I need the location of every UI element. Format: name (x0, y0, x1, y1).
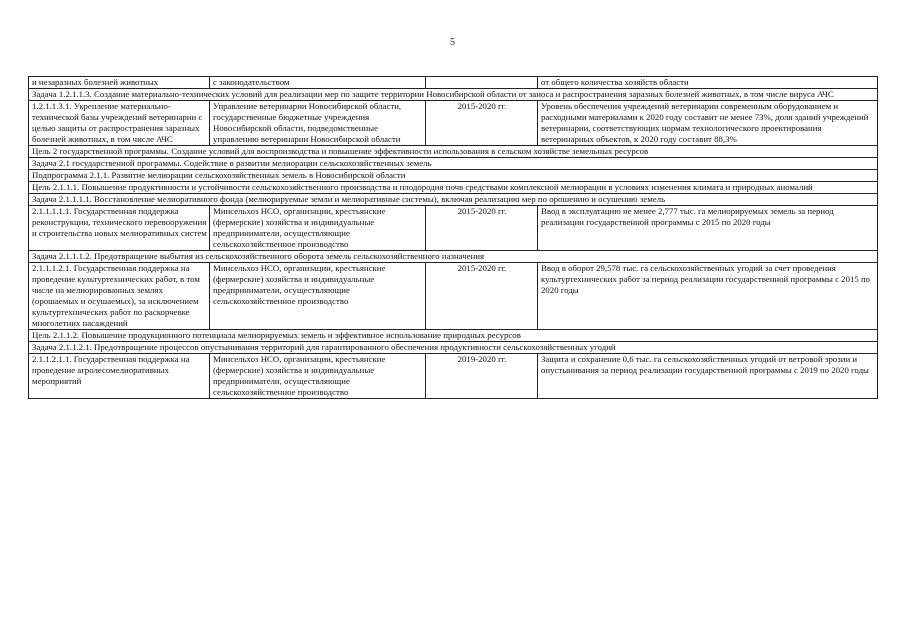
measure-cell: 2.1.1.1.1.1. Государственная поддержка реконструкции, технического перевооружения и строительства новых мелиоративных систем (29, 206, 210, 251)
executors-cell: Управление ветеринарии Новосибирской области, государственные бюджетные учреждения Новосибирской области, подведомственные управлению ветеринарии Новосибирской области (210, 101, 426, 146)
page-number: 5 (450, 37, 455, 48)
task-heading: Задача 1.2.1.1.3. Создание материально-технических условий для реализации мер по защите территории Новосибирской области от заноса и распространения заразных болезней животных, в том числе вируса АЧС (29, 89, 878, 101)
table-row (29, 354, 878, 399)
table-row (29, 263, 878, 330)
table-row (29, 77, 878, 89)
goal-heading: Цель 2.1.1.1. Повышение продуктивности и устойчивости сельскохозяйственного производства и плодородия почв средствами комплексной мелиорации в условиях изменения климата и природных аномалий (29, 182, 878, 194)
goal-row (29, 146, 878, 158)
task-row (29, 158, 878, 170)
result-cell: Уровень обеспечения учреждений ветеринарии современным оборудованием и расходными материалами к 2020 году составит не менее 73%, доля зданий учреждений ветеринарии, соответствующих нормам технологического проектирования ветеринарных объектов, к 2020 году составит 88,3% (538, 101, 878, 146)
task-row (29, 342, 878, 354)
result-cell: Ввод в эксплуатацию не менее 2,777 тыс. га мелиорируемых земель за период реализации государственной программы с 2015 по 2020 годы (538, 206, 878, 251)
task-heading: Задача 2.1.1.1.1. Восстановление мелиоративного фонда (мелиорируемые земли и мелиоративные системы), включая реализацию мер по орошению и осушению земель (29, 194, 878, 206)
task-heading: Задача 2.1.1.1.2. Предотвращение выбытия из сельскохозяйственного оборота земель сельскохозяйственного назначения (29, 251, 878, 263)
measure-cell: 2.1.1.1.2.1. Государственная поддержка на проведение культуртехнических работ, в том числе на мелиорированных землях (орошаемых и осушаемых), за исключением культуртехнических работ по раскорчевке многолетних насаждений (29, 263, 210, 330)
term-cell: 2015-2020 гг. (426, 263, 538, 330)
task-heading: Задача 2.1 государственной программы. Содействие в развитии мелиорации сельскохозяйственных земель (29, 158, 878, 170)
executors-cell: Минсельхоз НСО, организации, крестьянские (фермерские) хозяйства и индивидуальные предприниматели, осуществляющие сельскохозяйственное производство (210, 263, 426, 330)
term-cell: 2019-2020 гг. (426, 354, 538, 399)
table-row (29, 101, 878, 146)
goal-heading: Цель 2 государственной программы. Создание условий для воспроизводства и повышение эффективности использования в сельском хозяйстве земельных ресурсов (29, 146, 878, 158)
term-cell (426, 77, 538, 89)
task-row (29, 194, 878, 206)
term-cell: 2015-2020 гг. (426, 101, 538, 146)
task-row (29, 89, 878, 101)
goal-row (29, 330, 878, 342)
result-cell: Ввод в оборот 29,578 тыс. га сельскохозяйственных угодий за счет проведения культуртехнических работ за период реализации государственной программы с 2015 по 2020 годы (538, 263, 878, 330)
task-row (29, 251, 878, 263)
goal-row (29, 182, 878, 194)
result-cell: от общего количества хозяйств области (538, 77, 878, 89)
executors-cell: Минсельхоз НСО, организации, крестьянские (фермерские) хозяйства и индивидуальные предприниматели, осуществляющие сельскохозяйственное производство (210, 354, 426, 399)
executors-cell: Минсельхоз НСО, организации, крестьянские (фермерские) хозяйства и индивидуальные предприниматели, осуществляющие сельскохозяйственное производство (210, 206, 426, 251)
subprogram-heading: Подпрограмма 2.1.1. Развитие мелиорации сельскохозяйственных земель в Новосибирской области (29, 170, 878, 182)
task-heading: Задача 2.1.1.2.1. Предотвращение процессов опустынивания территорий для гарантированного обеспечения продуктивности сельскохозяйственных угодий (29, 342, 878, 354)
goal-heading: Цель 2.1.1.2. Повышение продукционного потенциала мелиорируемых земель и эффективное использование природных ресурсов (29, 330, 878, 342)
term-cell: 2015-2020 гг. (426, 206, 538, 251)
measure-cell: 1.2.1.1.3.1. Укрепление материально-технической базы учреждений ветеринарии с целью защиты от распространения заразных болезней животных, в том числе АЧС (29, 101, 210, 146)
measures-table (28, 76, 878, 399)
executors-cell: с законодательством (210, 77, 426, 89)
measure-cell: и незаразных болезней животных (29, 77, 210, 89)
table-row (29, 206, 878, 251)
result-cell: Защита и сохранение 0,6 тыс. га сельскохозяйственных угодий от ветровой эрозии и опустынивания за период реализации государственной программы с 2019 по 2020 годы (538, 354, 878, 399)
subprogram-row (29, 170, 878, 182)
measure-cell: 2.1.1.2.1.1. Государственная поддержка на проведение агролесомелиоративных мероприятий (29, 354, 210, 399)
